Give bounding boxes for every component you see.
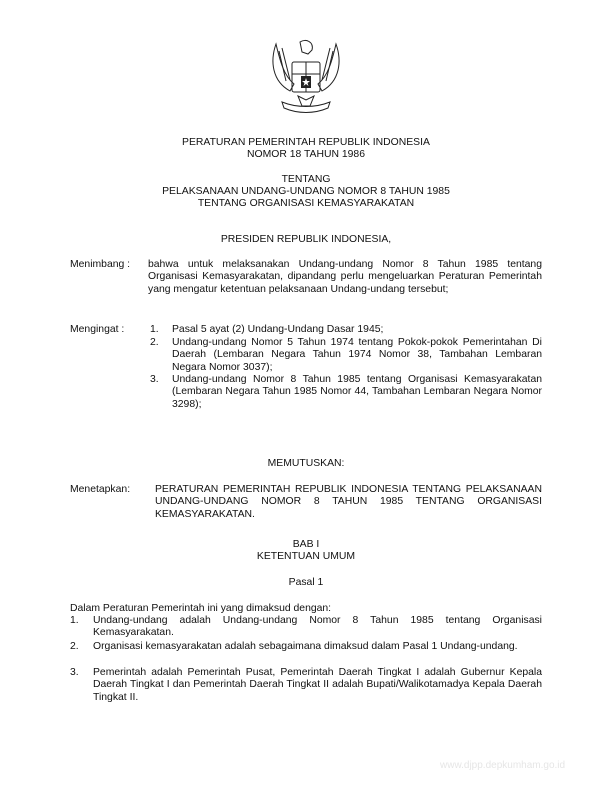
pasal-item-number: 1.	[70, 615, 79, 626]
mengingat-item: Undang-undang Nomor 5 Tahun 1974 tentang Pokok-pokok Pemerintahan Di Daerah (Lembaran Negara Tahun 1974 Nomor 38, Tambahan Lembaran Negara Nomor 3037);	[172, 337, 542, 373]
menimbang-label: Menimbang :	[70, 259, 131, 270]
pasal-title: Pasal 1	[288, 577, 324, 588]
bab-number: BAB I	[292, 539, 320, 550]
pasal-item: Pemerintah adalah Pemerintah Pusat, Pemerintah Daerah Tingkat I adalah Gubernur Kepala Daerah Tingkat I dan Pemerintah Daerah Tingkat II adalah Bupati/Walikotamadya Kepala Daerah Tingkat II.	[93, 667, 542, 703]
president-heading: PRESIDEN REPUBLIK INDONESIA,	[220, 234, 392, 245]
memutuskan-heading: MEMUTUSKAN:	[267, 458, 345, 469]
mengingat-item-number: 1.	[150, 324, 159, 335]
pasal-item: Undang-undang adalah Undang-undang Nomor 8 Tahun 1985 tentang Organisasi Kemasyarakatan.	[93, 615, 542, 639]
pasal-item-number: 3.	[70, 667, 79, 678]
mengingat-label: Mengingat :	[70, 324, 125, 335]
subject-line-2: TENTANG ORGANISASI KEMASYARAKATAN	[197, 198, 415, 209]
subject-line-1: PELAKSANAAN UNDANG-UNDANG NOMOR 8 TAHUN 1985	[162, 186, 450, 197]
pasal-item: Organisasi kemasyarakatan adalah sebagaimana dimaksud dalam Pasal 1 Undang-undang.	[93, 641, 518, 652]
menetapkan-text: PERATURAN PEMERINTAH REPUBLIK INDONESIA TENTANG PELAKSANAAN UNDANG-UNDANG NOMOR 8 TAHUN 1985 TENTANG ORGANISASI KEMASYARAKATAN.	[155, 484, 542, 520]
garuda-emblem-icon	[262, 36, 350, 124]
bab-title: KETENTUAN UMUM	[256, 551, 356, 562]
mengingat-item-number: 2.	[150, 337, 159, 348]
pasal-item-number: 2.	[70, 641, 79, 652]
tentang-heading: TENTANG	[281, 174, 331, 185]
mengingat-item: Pasal 5 ayat (2) Undang-Undang Dasar 1945;	[172, 324, 384, 335]
mengingat-item-number: 3.	[150, 374, 159, 385]
regulation-number: NOMOR 18 TAHUN 1986	[247, 149, 365, 160]
menetapkan-label: Menetapkan:	[70, 484, 131, 495]
mengingat-item: Undang-undang Nomor 8 Tahun 1985 tentang Organisasi Kemasyarakatan (Lembaran Negara Tahun 1985 Nomor 44, Tambahan Lembaran Negara Nomor 3298);	[172, 374, 542, 410]
watermark-link: www.djpp.depkumham.go.id	[440, 760, 566, 771]
regulation-title: PERATURAN PEMERINTAH REPUBLIK INDONESIA	[182, 137, 430, 148]
pasal-intro: Dalam Peraturan Pemerintah ini yang dimaksud dengan:	[70, 603, 332, 614]
menimbang-text: bahwa untuk melaksanakan Undang-undang Nomor 8 Tahun 1985 tentang Organisasi Kemasyarakatan, dipandang perlu mengeluarkan Peraturan Pemerintah yang mengatur ketentuan pelaksanaan Undang-undang tersebut;	[148, 259, 542, 295]
